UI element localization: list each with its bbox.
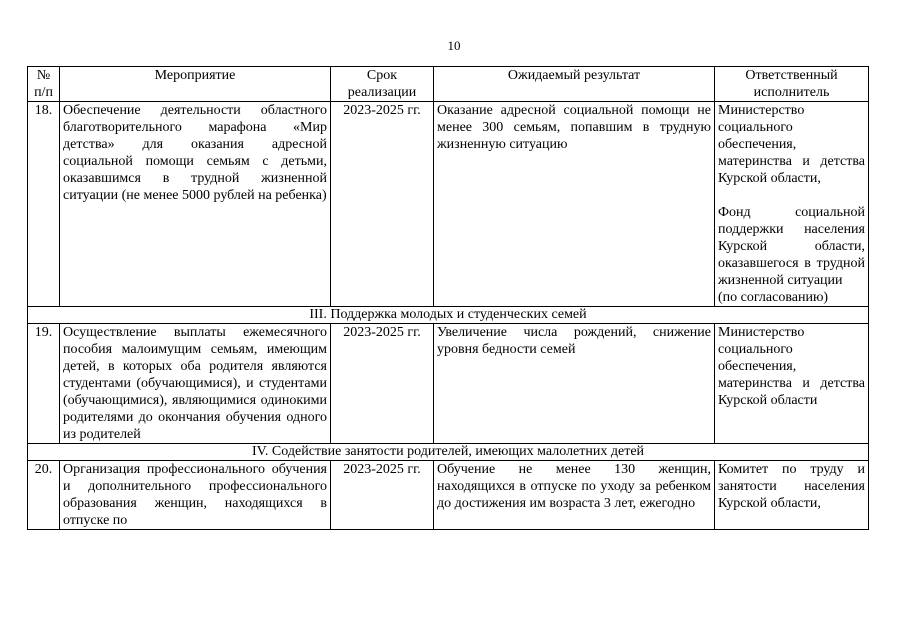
row-executor: Комитет по труду и занятости населения Курской области, xyxy=(715,461,869,530)
header-result: Ожидаемый результат xyxy=(434,67,715,102)
row-term: 2023-2025 гг. xyxy=(331,102,434,307)
measures-table xyxy=(27,66,869,530)
table-header-row xyxy=(28,67,869,102)
row-event: Обеспечение деятельности областного благотворительного марафона «Мир детства» для оказания адресной социальной помощи семьям с детьми, оказавшимся в трудной жизненной ситуации (не менее 5000 рублей на ребенка) xyxy=(60,102,331,307)
section-title-3: III. Поддержка молодых и студенческих семей xyxy=(28,307,869,324)
table-row xyxy=(28,461,869,530)
row-num: 19. xyxy=(28,324,60,444)
row-executor xyxy=(715,102,869,307)
row-result: Оказание адресной социальной помощи не менее 300 семьям, попавшим в трудную жизненную ситуацию xyxy=(434,102,715,307)
page-number: 10 xyxy=(447,38,461,53)
executor-ministry: Министерство социального обеспечения, материнства и детства Курской области, xyxy=(718,103,865,186)
table-row xyxy=(28,324,869,444)
row-event: Организация профессионального обучения и дополнительного профессионального образования женщин, находящихся в отпуске по xyxy=(60,461,331,530)
header-num: № п/п xyxy=(28,67,60,102)
row-term: 2023-2025 гг. xyxy=(331,461,434,530)
row-term: 2023-2025 гг. xyxy=(331,324,434,444)
executor-agreement-note: (по согласованию) xyxy=(718,290,829,305)
row-result: Обучение не менее 130 женщин, находящихся в отпуске по уходу за ребенком до достижения им возраста 3 лет, ежегодно xyxy=(434,461,715,530)
row-num: 20. xyxy=(28,461,60,530)
header-executor: Ответственный исполнитель xyxy=(715,67,869,102)
row-result: Увеличение числа рождений, снижение уровня бедности семей xyxy=(434,324,715,444)
section-row xyxy=(28,307,869,324)
header-event: Мероприятие xyxy=(60,67,331,102)
row-event: Осуществление выплаты ежемесячного пособия малоимущим семьям, имеющим детей, в которых оба родителя являются студентами (обучающимися), и студентами (обучающимися), являющимися одинокими родителями до окончания обучения одного из родителей xyxy=(60,324,331,444)
header-term: Срок реализации xyxy=(331,67,434,102)
executor-fund: Фонд социальной поддержки населения Курской области, оказавшегося в трудной жизненной ситуации xyxy=(718,205,865,288)
table-row xyxy=(28,102,869,307)
row-executor: Министерство социального обеспечения, материнства и детства Курской области xyxy=(715,324,869,444)
row-num: 18. xyxy=(28,102,60,307)
section-title-4: IV. Содействие занятости родителей, имеющих малолетних детей xyxy=(28,444,869,461)
section-row xyxy=(28,444,869,461)
